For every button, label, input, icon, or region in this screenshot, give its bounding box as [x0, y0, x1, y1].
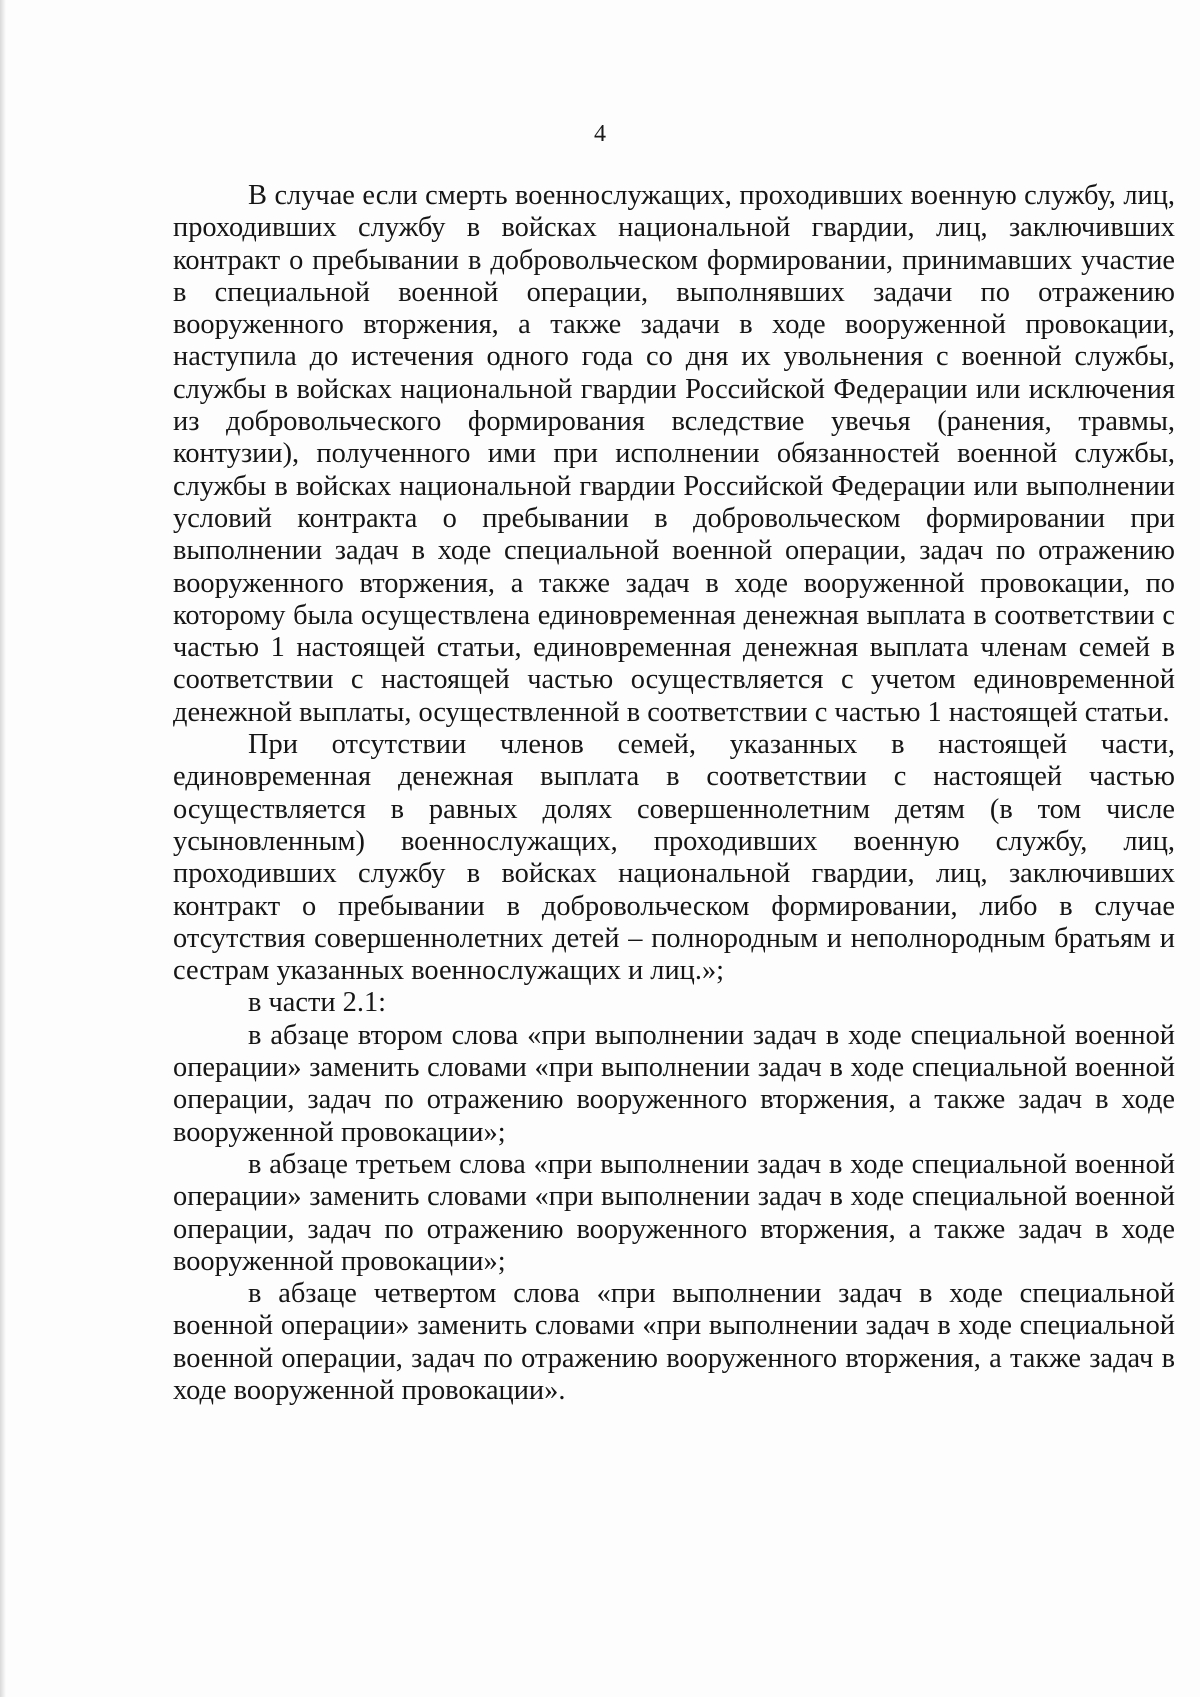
scan-edge [0, 0, 6, 1697]
paragraph: В случае если смерть военнослужащих, проходивших военную службу, лиц, проходивших службу в войсках национальной гвардии, лиц, заключивших контракт о пребывании в добровольческом формировании, принимавших участие в специальной военной операции, выполнявших задачи по отражению вооруженного вторжения, а также задачи в ходе вооруженной провокации, наступила до истечения одного года со дня их увольнения с военной службы, службы в войсках национальной гвардии Российской Федерации или исключения из добровольческого формирования вследствие увечья (ранения, травмы, контузии), полученного ими при исполнении обязанностей военной службы, службы в войсках национальной гвардии Российской Федерации или выполнении условий контракта о пребывании в добровольческом формировании при выполнении задач в ходе специальной военной операции, задач по отражению вооруженного вторжения, а также задач в ходе вооруженной провокации, по которому была осуществлена единовременная денежная выплата в соответствии с частью 1 настоящей статьи, единовременная денежная выплата членам семей в соответствии с настоящей частью осуществляется с учетом единовременной денежной выплаты, осуществленной в соответствии с частью 1 настоящей статьи. [173, 180, 1175, 728]
paragraph: При отсутствии членов семей, указанных в настоящей части, единовременная денежная выплата в соответствии с настоящей частью осуществляется в равных долях совершеннолетним детям (в том числе усыновленным) военнослужащих, проходивших военную службу, лиц, проходивших службу в войсках национальной гвардии, лиц, заключивших контракт о пребывании в добровольческом формировании, либо в случае отсутствия совершеннолетних детей – полнородным и неполнородным братьям и сестрам указанных военнослужащих и лиц.»; [173, 729, 1175, 987]
paragraph: в абзаце втором слова «при выполнении задач в ходе специальной военной операции» заменить словами «при выполнении задач в ходе специальной военной операции, задач по отражению вооруженного вторжения, а также задач в ходе вооруженной провокации»; [173, 1019, 1175, 1148]
document-body [173, 180, 1175, 1407]
paragraph: в абзаце третьем слова «при выполнении задач в ходе специальной военной операции» заменить словами «при выполнении задач в ходе специальной военной операции, задач по отражению вооруженного вторжения, а также задач в ходе вооруженной провокации»; [173, 1148, 1175, 1277]
paragraph: в части 2.1: [248, 987, 387, 1019]
page-number: 4 [594, 121, 606, 147]
paragraph: в абзаце четвертом слова «при выполнении задач в ходе специальной военной операции» заменить словами «при выполнении задач в ходе специальной военной операции, задач по отражению вооруженного вторжения, а также задач в ходе вооруженной провокации». [173, 1278, 1175, 1406]
